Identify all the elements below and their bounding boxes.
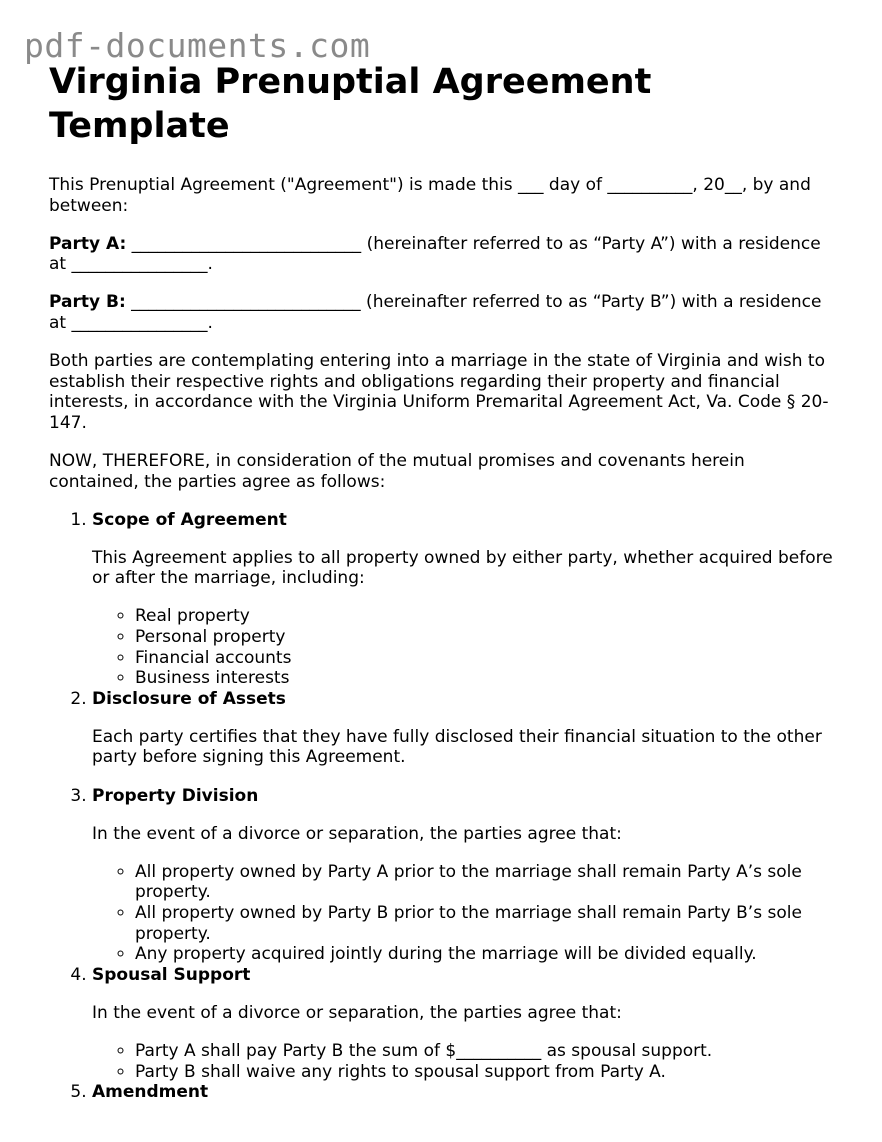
section-title: 4. Spousal Support — [92, 964, 251, 985]
intro-paragraph: This Prenuptial Agreement ("Agreement") is made this ___ day of __________, 20__, by and between: — [49, 175, 811, 216]
document-page — [49, 60, 839, 1103]
list-item: ◦ Business interests — [135, 668, 839, 689]
section-scope — [92, 510, 839, 689]
list-item: ◦ Any property acquired jointly during the marriage will be divided equally. — [135, 944, 839, 965]
list-item: ◦ Real property — [135, 606, 839, 627]
section-spousal-support — [92, 965, 839, 1082]
party-b-text: ___________________________ (hereinafter referred to as “Party B”) with a residence at ________________. — [49, 292, 822, 333]
list-item: ◦ Party A shall pay Party B the sum of $__________ as spousal support. — [135, 1041, 839, 1062]
list-item: ◦ Party B shall waive any rights to spousal support from Party A. — [135, 1062, 839, 1083]
section-disclosure — [92, 689, 839, 786]
section-title: 1. Scope of Agreement — [92, 509, 287, 530]
purpose-paragraph: Both parties are contemplating entering into a marriage in the state of Virginia and wish to establish their respective rights and obligations regarding their property and financial interests, in accordance with the Virginia Uniform Premarital Agreement Act, Va. Code § 20-147. — [49, 351, 829, 433]
section-paragraph: Each party certifies that they have fully disclosed their financial situation to the other party before signing this Agreement. — [92, 726, 822, 768]
property-division-items — [92, 862, 839, 965]
section-amendment — [92, 1082, 839, 1103]
section-title: 5. Amendment — [92, 1082, 209, 1103]
list-item: ◦ All property owned by Party B prior to the marriage shall remain Party B’s sole property. — [135, 903, 839, 944]
list-item: ◦ Personal property — [135, 627, 839, 648]
scope-items — [92, 606, 839, 688]
party-a-text: ___________________________ (hereinafter referred to as “Party A”) with a residence at ________________. — [49, 233, 821, 275]
section-paragraph: This Agreement applies to all property owned by either party, whether acquired before or after the marriage, including: — [92, 547, 833, 589]
section-property-division — [92, 786, 839, 965]
section-paragraph: In the event of a divorce or separation, the parties agree that: — [92, 1002, 622, 1023]
party-a-paragraph — [49, 234, 839, 275]
list-item: ◦ All property owned by Party A prior to the marriage shall remain Party A’s sole property. — [135, 862, 839, 903]
now-therefore-paragraph: NOW, THEREFORE, in consideration of the mutual promises and covenants herein contained, the parties agree as follows: — [49, 450, 745, 492]
party-b-label: Party B: — [49, 292, 126, 313]
party-a-label: Party A: — [49, 233, 127, 254]
section-title: 2. Disclosure of Assets — [92, 688, 286, 709]
list-item: ◦ Financial accounts — [135, 648, 839, 669]
section-paragraph: In the event of a divorce or separation, the parties agree that: — [92, 823, 622, 844]
sections-list — [49, 510, 839, 1103]
section-title: 3. Property Division — [92, 785, 259, 806]
document-title: Virginia Prenuptial Agreement Template — [49, 62, 652, 146]
spousal-support-items — [92, 1041, 839, 1082]
watermark: pdf-documents.com — [24, 26, 371, 65]
party-b-paragraph — [49, 292, 839, 333]
